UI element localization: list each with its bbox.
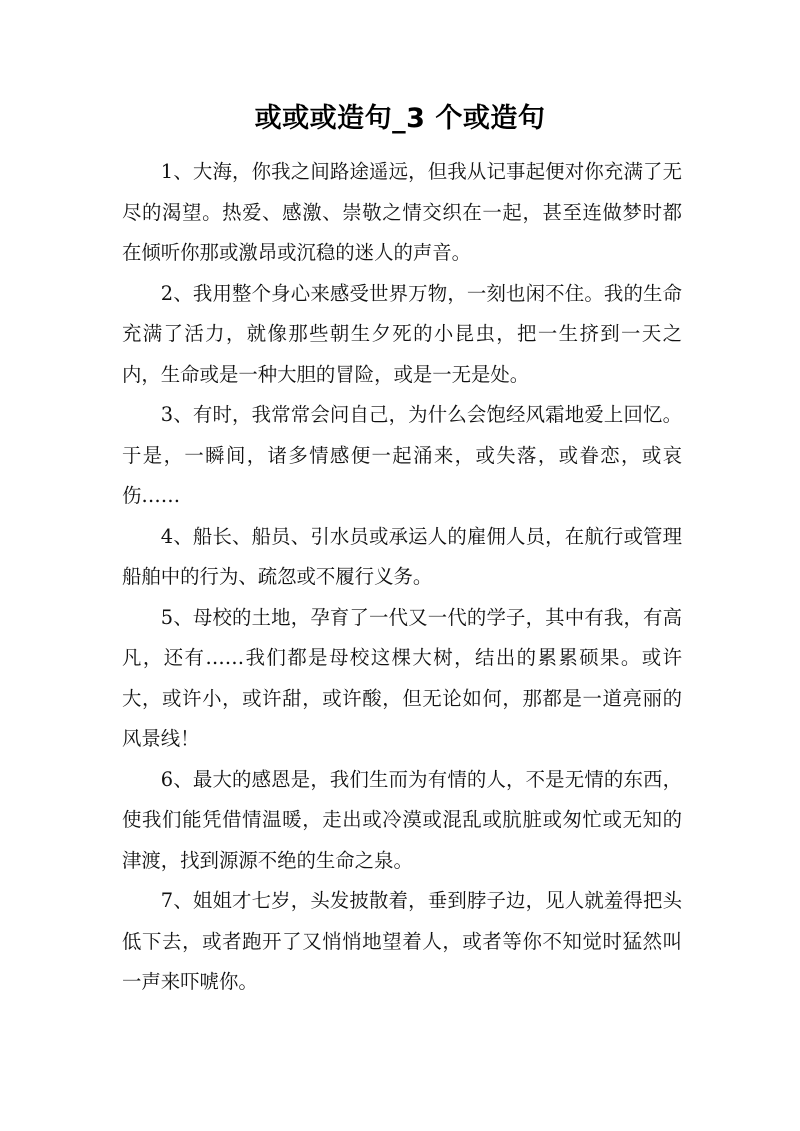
- document-title: 或或或造句_3 个或造句: [254, 103, 546, 134]
- paragraph-3: 3、有时，我常常会问自己，为什么会饱经风霜地爱上回忆。于是，一瞬间，诸多情感便一起涌来，或失落，或眷恋，或哀伤……: [122, 403, 682, 507]
- document-body: [122, 152, 682, 1003]
- paragraph-7: 7、姐姐才七岁，头发披散着，垂到脖子边，见人就羞得把头低下去，或者跑开了又悄悄地望着人，或者等你不知觉时猛然叫一声来吓唬你。: [122, 889, 682, 993]
- paragraph-2: 2、我用整个身心来感受世界万物，一刻也闲不住。我的生命充满了活力，就像那些朝生夕死的小昆虫，把一生挤到一天之内，生命或是一种大胆的冒险，或是一无是处。: [122, 281, 682, 386]
- paragraph-5: 5、母校的土地，孕育了一代又一代的学子，其中有我，有高凡，还有……我们都是母校这棵大树，结出的累累硕果。或许大，或许小，或许甜，或许酸，但无论如何，那都是一道亮丽的风景线！: [122, 605, 682, 750]
- paragraph-6: 6、最大的感恩是，我们生而为有情的人，不是无情的东西，使我们能凭借情温暖，走出或冷漠或混乱或肮脏或匆忙或无知的津渡，找到源源不绝的生命之泉。: [122, 767, 682, 872]
- paragraph-1: 1、大海，你我之间路途遥远，但我从记事起便对你充满了无尽的渴望。热爱、感激、崇敬之情交织在一起，甚至连做梦时都在倾听你那或激昂或沉稳的迷人的声音。: [122, 160, 682, 264]
- paragraph-4: 4、船长、船员、引水员或承运人的雇佣人员，在航行或管理船舶中的行为、疏忽或不履行义务。: [122, 524, 682, 588]
